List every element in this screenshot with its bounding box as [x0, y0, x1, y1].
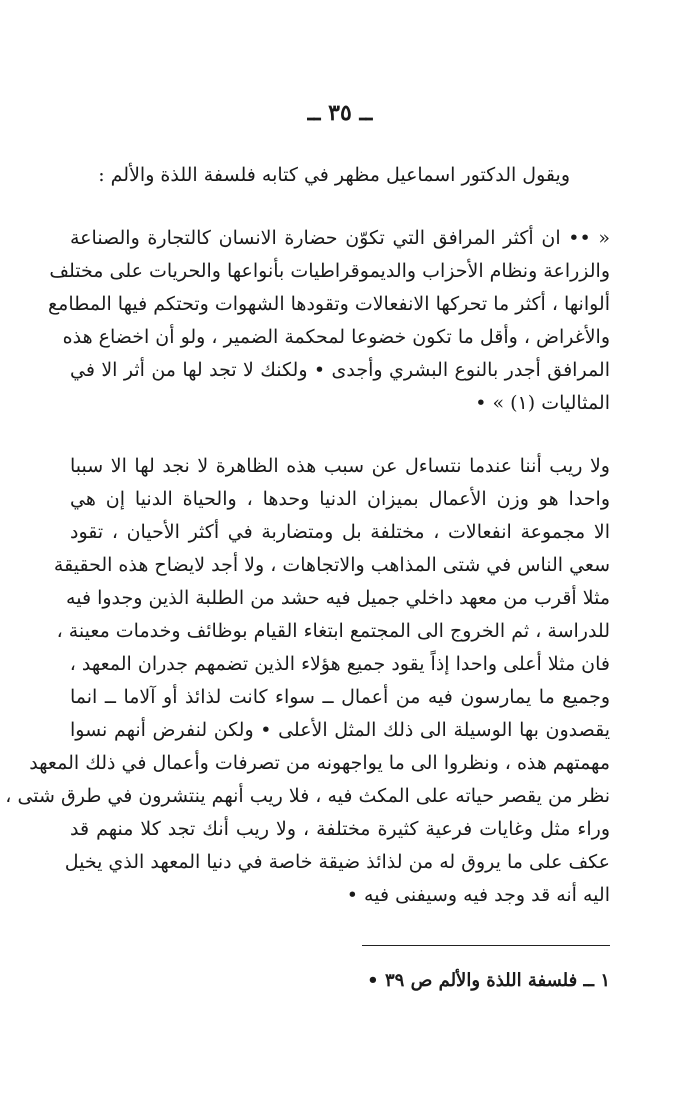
footnote: ١ ــ فلسفة اللذة والألم ص ٣٩ •: [367, 970, 610, 991]
body-line: الا مجموعة انفعالات ، مختلفة بل ومتضاربة في أكثر الأحيان ، تقود: [70, 521, 610, 543]
body-line: اليه أنه قد وجد فيه وسيفنى فيه •: [346, 884, 610, 906]
intro-line: ويقول الدكتور اسماعيل مظهر في كتابه فلسفة اللذة والألم :: [98, 164, 570, 186]
body-line: مثلا أقرب من معهد داخلي جميل فيه حشد من الطلبة الذين وجدوا فيه: [66, 587, 610, 609]
body-line: عكف على ما يروق له من لذائذ ضيقة خاصة في دنيا المعهد الذي يخيل: [64, 851, 610, 873]
body-line: يقصدون بها الوسيلة الى ذلك المثل الأعلى • ولكن لنفرض أنهم نسوا: [70, 719, 610, 741]
body-line: وراء مثل وغايات فرعية كثيرة مختلفة ، ولا ريب أنك تجد كلا منهم قد: [70, 818, 610, 840]
footnote-separator: [362, 945, 610, 946]
quote-line: والزراعة ونظام الأحزاب والديموقراطيات بأنواعها والحريات على مختلف: [49, 260, 610, 282]
quote-line: المثاليات (١) » •: [475, 392, 610, 414]
body-line: وجميع ما يمارسون فيه من أعمال ــ سواء كانت لذائذ أو آلاما ــ انما: [70, 686, 610, 708]
body-line: ولا ريب أننا عندما نتساءل عن سبب هذه الظاهرة لا نجد لها الا سببا: [70, 455, 610, 477]
quote-line: « •• ان أكثر المرافق التي تكوّن حضارة الانسان كالتجارة والصناعة: [70, 227, 610, 249]
quotation-paragraph: [48, 222, 610, 420]
quote-line: ألوانها ، أكثر ما تحركها الانفعالات وتقودها الشهوات وتحتكم فيها المطامع: [48, 293, 610, 315]
body-paragraph: [5, 450, 610, 912]
body-line: للدراسة ، ثم الخروج الى المجتمع ابتغاء القيام بوظائف وخدمات معينة ،: [56, 620, 610, 642]
quote-line: المرافق أجدر بالنوع البشري وأجدى • ولكنك لا تجد لها من أثر الا في: [70, 359, 610, 381]
body-line: واحدا هو وزن الأعمال بميزان الدنيا وحدها ، والحياة الدنيا إن هي: [70, 488, 610, 510]
quote-line: والأغراض ، وأقل ما تكون خضوعا لمحكمة الضمير ، ولو أن اخضاع هذه: [62, 326, 610, 348]
body-line: نظر من يقصر حياته على المكث فيه ، فلا ريب أنهم ينتشرون في طرق شتى ،: [5, 785, 610, 807]
page-number: ــ ٣٥ ــ: [307, 100, 373, 126]
body-line: سعي الناس في شتى المذاهب والاتجاهات ، ولا أجد لايضاح هذه الحقيقة: [53, 554, 610, 576]
body-line: مهمتهم هذه ، ونظروا الى ما يواجهونه من تصرفات وأعمال في ذلك المعهد: [29, 752, 610, 774]
body-line: فان مثلا أعلى واحدا إذاً يقود جميع هؤلاء الذين تضمهم جدران المعهد ،: [69, 653, 610, 675]
